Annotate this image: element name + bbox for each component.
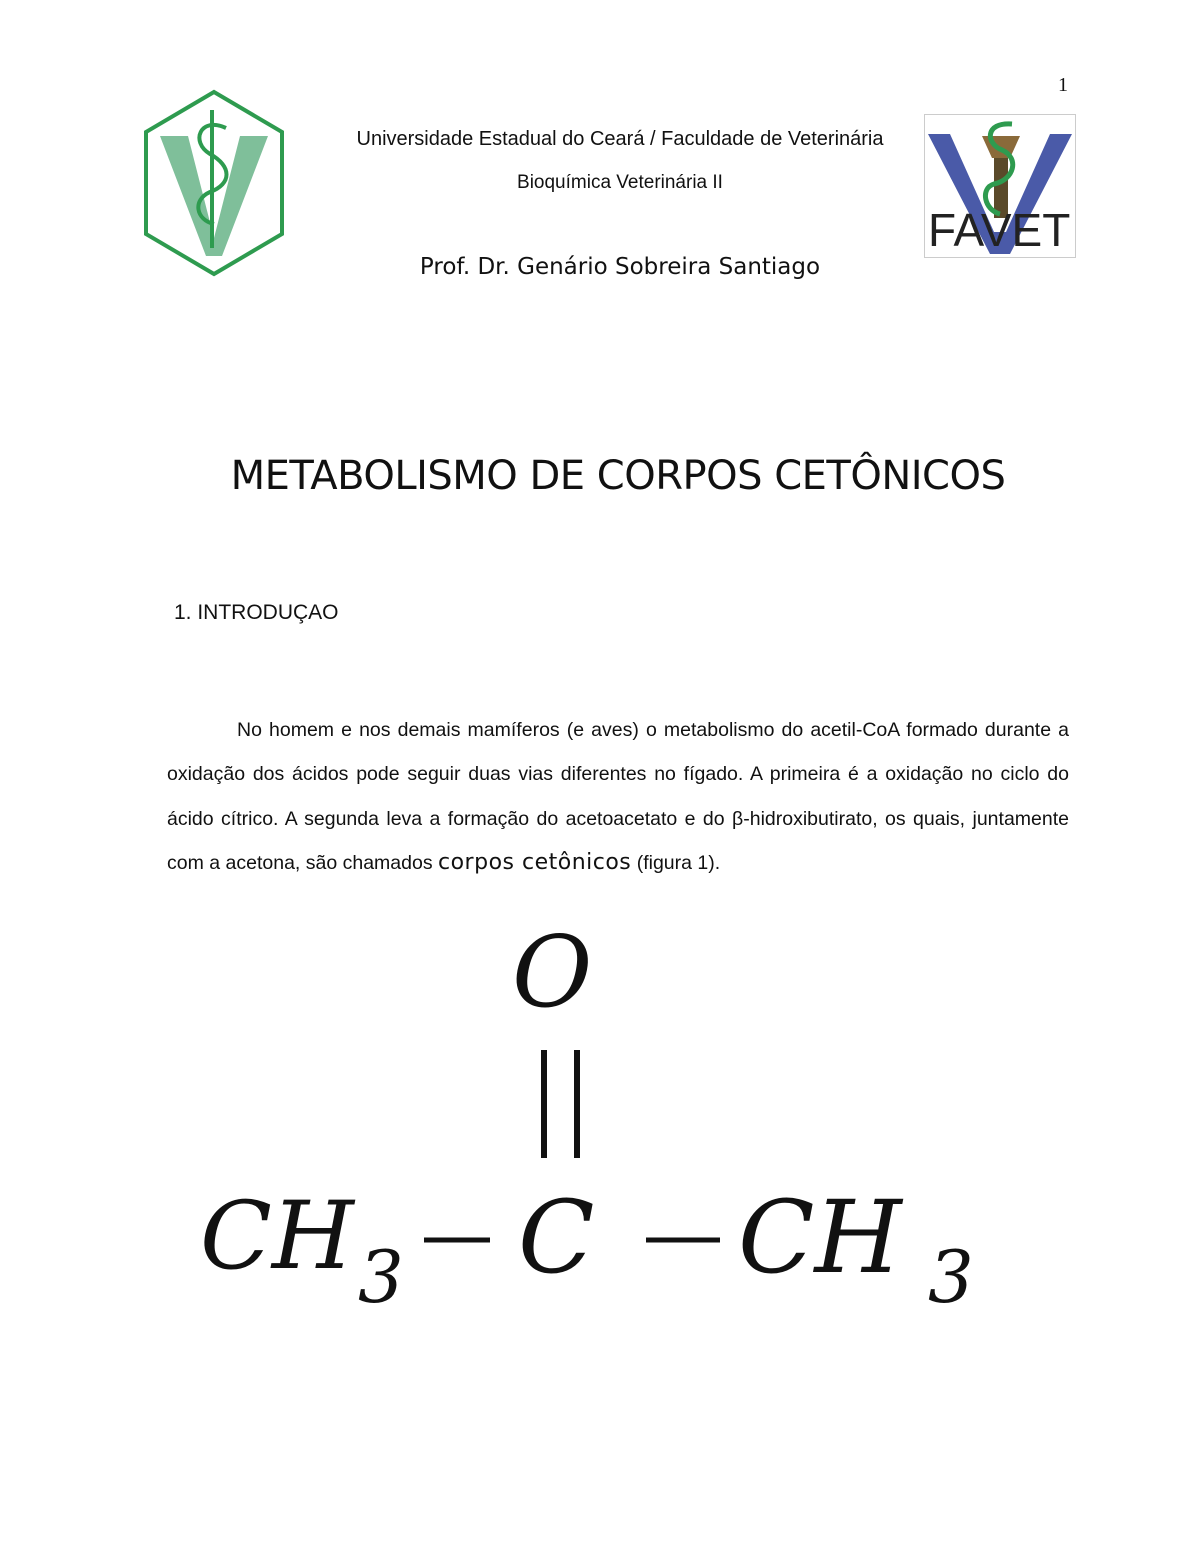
section-heading: 1. INTRODUÇAO (174, 601, 339, 624)
paragraph-text: No homem e nos demais mamíferos (e aves) o metabolismo do acetil-CoA formado durante a oxidação dos ácidos pode seguir duas vias diferentes no fígado. A primeira é a oxidação no ciclo do ácido cítrico. A segunda leva a formação do acetoacetato e do β-hidroxibutirato, os quais, juntamente com a acetona, são chamados (167, 718, 1069, 874)
course-name: Bioquímica Veterinária II (517, 172, 723, 193)
left-methyl: CH (200, 1182, 354, 1291)
left-subscript: 3 (358, 1235, 404, 1319)
carbonyl-carbon: C (518, 1179, 595, 1296)
right-methyl: CH (738, 1179, 902, 1296)
favet-text: FAVET (928, 204, 1071, 256)
professor-name: Prof. Dr. Genário Sobreira Santiago (419, 254, 821, 280)
page-number: 1 (1058, 74, 1068, 96)
paragraph-emphasis: corpos cetônicos (438, 850, 632, 875)
university-logo (140, 88, 288, 278)
oxygen-atom: O (512, 916, 593, 1030)
favet-logo (924, 114, 1076, 258)
document-title: METABOLISMO DE CORPOS CETÔNICOS (230, 452, 1006, 499)
paragraph-end: (figura 1). (631, 852, 721, 874)
right-subscript: 3 (928, 1235, 974, 1319)
institution-name: Universidade Estadual do Ceará / Faculdade de Veterinária (356, 128, 884, 150)
intro-paragraph (167, 708, 1069, 886)
